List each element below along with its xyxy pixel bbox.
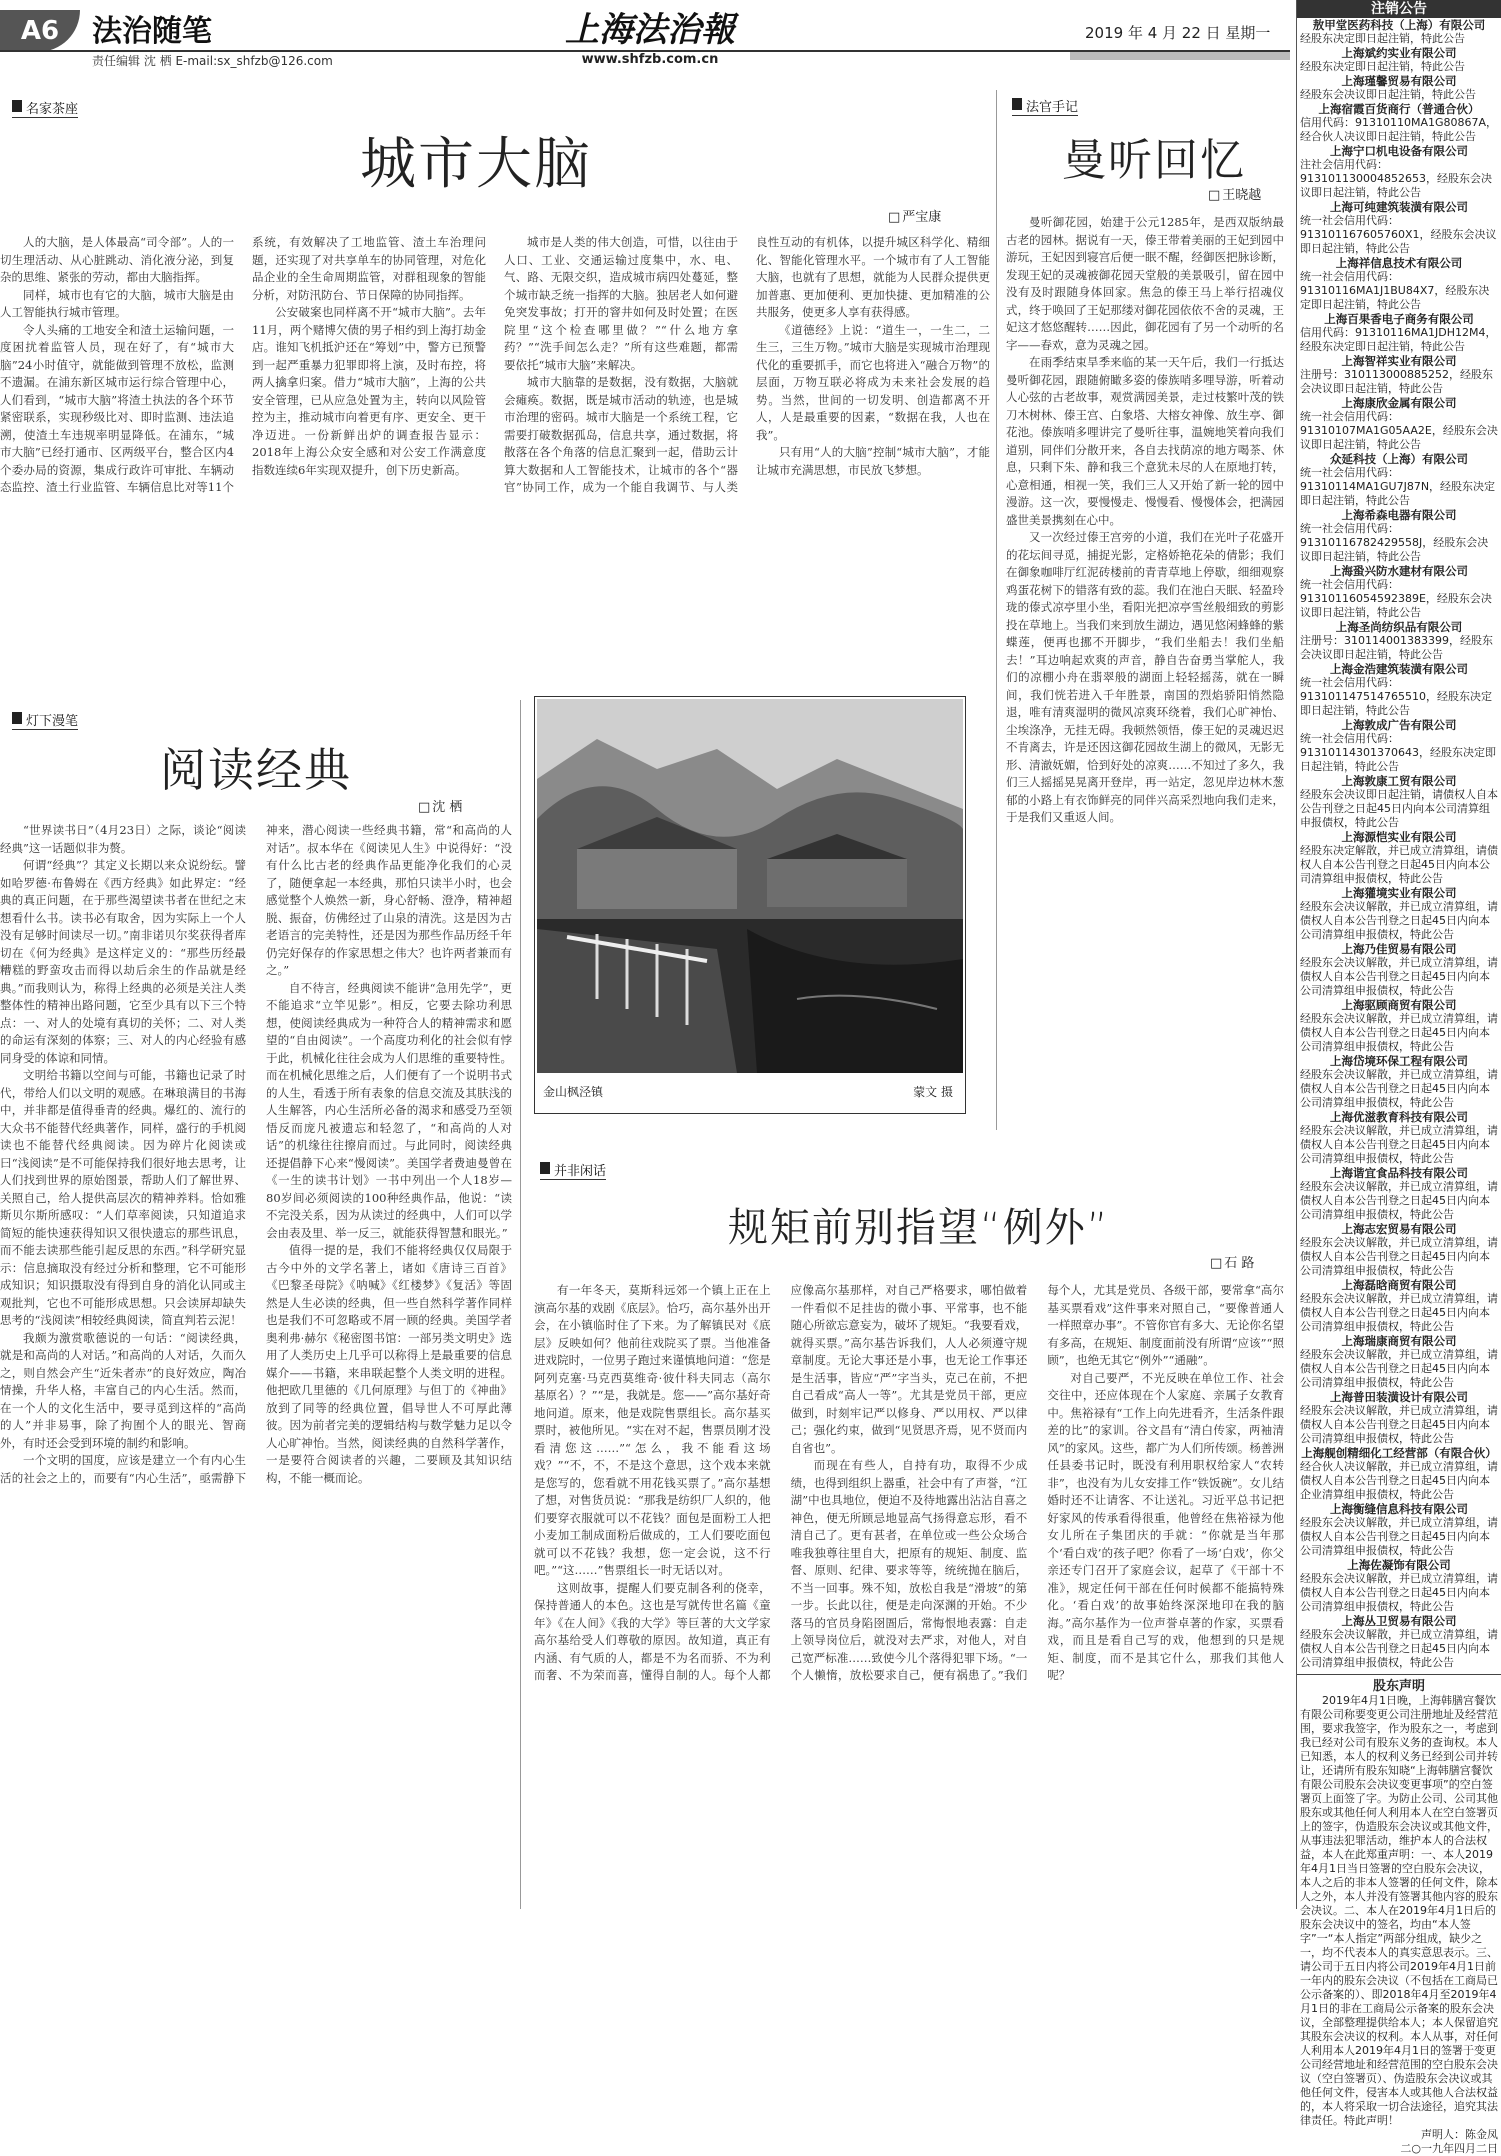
photo-frame [534, 696, 966, 1114]
notice-company: 上海乃佳贸易有限公司 [1341, 942, 1457, 956]
notice-company: 上海敦成广告有限公司 [1341, 718, 1457, 732]
article-title-reading-classics: 阅读经典 [160, 743, 352, 797]
notice-item [1297, 1614, 1501, 1670]
notice-text: 信用代码：91310110MA1G80867A，经合伙人决议即日起注销，特此公告 [1300, 116, 1498, 143]
paragraph: 有一年冬天，莫斯科远郊一个镇上正在上演高尔基的戏剧《底层》。恰巧，高尔基外出开会，在小镇临时住了下来。为了解镇民对《底层》反映如何？他前往戏院买了票。当他准备进戏院时，一位男子跑过来谨慎地问道：“您是阿列克塞·马克西莫维奇·彼什科夫同志（高尔基原名）？”“是，我就是。您——”高尔基好奇地问道。原来，他是戏院售票组长。高尔基买票时，被他所见。“实在对不起，售票员刚才没看清您这……”“怎么，我不能看这场戏？”“不，不，不是这个意思，这个戏本来就是您写的，您看就不用花钱买票了。”高尔基想了想，对售货员说：“那我是纺织厂人织的，他们要穿衣服就可以不花钱？面包是面粉工人把小麦加工制成面粉后做成的，工人们要吃面包就可以不花钱？我想，您一定会说，这不行吧。”“这……”售票组长一时无话以对。 [534, 1283, 771, 1577]
notice-company: 上海金浩建筑装潢有限公司 [1330, 662, 1468, 676]
header-rule [0, 50, 1290, 52]
notice-item [1297, 830, 1501, 886]
notice-item [1297, 508, 1501, 564]
paragraph: 公安破案也同样离不开“城市大脑”。去年11月，两个赌博欠债的男子相约到上海打劫金店。谁知飞机抵沪还在“筹划”中，警方已预警到一起严重暴力犯罪即将上演，及时布控，将两人擒拿归案。借力“城市大脑”，上海的公共安全管理，已从应急处置为主，转向以风险管控为主，推动城市向着更有序、更安全、更干净迈进。一份新鲜出炉的调查报告显示：2018年上海公众安全感和对公安工作满意度指数连续6年实现双提升，创下历史新高。 [252, 305, 486, 477]
page-number-badge: A6 [0, 10, 80, 52]
notice-company: 敖甲堂医药科技（上海）有限公司 [1312, 18, 1486, 32]
notice-text: 注册号：310113000885252，经股东会决议即日起注销，特此公告 [1300, 368, 1493, 395]
article-title-city-brain: 城市大脑 [360, 132, 592, 197]
column-tag-dengxia: 灯下漫笔 [12, 710, 78, 730]
notice-company: 上海智祥实业有限公司 [1341, 354, 1457, 368]
article-author: □ 王晓越 [1208, 184, 1261, 203]
notice-text: 统一社会信用代码：91310116054592389E，经股东会决议即日起注销，特此公告 [1300, 578, 1492, 619]
notice-text: 信用代码：91310116MA1JDH12M4，经股东决定即日起注销，特此公告 [1300, 326, 1497, 353]
photo-caption: 金山枫泾镇 [543, 1085, 604, 1099]
notice-text: 经股东会决议解散，并已成立清算组，请债权人自本公告刊登之日起45日内向本公司清算组申报债权，特此公告 [1300, 900, 1498, 941]
notice-item [1297, 1222, 1501, 1278]
notice-item [1297, 74, 1501, 102]
notice-company: 上海圣尚纺织品有限公司 [1335, 620, 1463, 634]
paragraph: 这则故事，提醒人们要克制各利的侥幸，保持普通人的本色。这也是写就传世名篇《童年》《在人间》《我的大学》等巨著的大文学家高尔基给受人们尊敬的原因。故知道，真正有内涵、有气质的人，都是不为名而骄、不为利而奢、不为荣而喜，懂得自制的人。每个人都应像高尔基那样，对自己严格要求，哪怕做着一件看似不足挂齿的微小事、平常事，也不能随心所欲忘意妄为，破坏了规矩。“我要看戏，就得买票。”高尔基告诉我们，人人必须遵守规章制度。无论大事还是小事，也无论工作事还是生活事，皆应“严”字当头，克己在前，不把自己看成“高人一等”。尤其是党员干部，更应做到，时刻牢记严以修身、严以用权、严以律己；强化约束，做到“见贤思齐焉，见不贤而内自省也”。 [534, 1283, 1028, 1682]
notice-item [1297, 886, 1501, 942]
notice-text: 统一社会信用代码：913101147514765510，经股东决定即日起注销，特此公告 [1300, 676, 1492, 717]
paragraph: 城市大脑靠的是数据，没有数据，大脑就会瘫痪。数据，既是城市活动的轨迹，也是城市治理的密码。城市大脑是一个系统工程，它需要打破数据孤岛，信息共享，通过数据，将散落在各个角落的信息汇聚到一起，借助云计算大数据和人工智能技术，让城市的各个“器官”协同工作，成为一个能自我调节、与人类良性互动的有机体，以提升城区科学化、精细化、智能化管理水平。一个城市有了人工智能大脑，也就有了思想，就能为人民群众提供更加普惠、更加便利、更加快捷、更加精准的公共服务，使更多人享有获得感。 [504, 235, 990, 494]
shareholder-statement-title: 股东声明 [1297, 1674, 1501, 1694]
notice-item [1297, 1110, 1501, 1166]
notice-item [1297, 662, 1501, 718]
notice-item [1297, 1166, 1501, 1222]
notices-list [1297, 18, 1501, 1670]
paragraph: 而现在有些人，自持有功，取得不少成绩，也得到组织上器重，社会中有了声誉，“江湖”中也具地位，便迫不及待地露出沾沾自喜之神色，便无所顾忌地显高气扬得意忘形，看不清自己了。更有甚者，在单位或一些公众场合唯我独尊往里自大，把原有的规矩、制度、监督、原则、纪律、要求等等，统统抛在脑后，不当一回事。殊不知，放松自我是“滑坡”的第一步。长此以往，便是走向深渊的开始。不少落马的官员身陷囹圄后，常悔恨地表露：自走上领导岗位后，就没对去严求，对他人，对自己宽严标准……致使今儿个落得犯罪下场。“一个人懒惰，放松要求自己，便有祸患了。”我们每个人，尤其是党员、各级干部，要常拿“高尔基买票看戏”这件事来对照自己，“要像普通人一样照章办事”。不管你官有多大、无论你名望有多高，在规矩、制度面前没有所谓“应该”“照顾”，也绝无其它“例外”“通融”。 [790, 1283, 1284, 1682]
notice-company: 上海源恺实业有限公司 [1341, 830, 1457, 844]
notice-text: 经股东会决议解散，并已成立清算组，请债权人自本公告刊登之日起45日内向本公司清算组申报债权，特此公告 [1300, 1124, 1498, 1165]
notice-company: 上海磊晗商贸有限公司 [1341, 1278, 1457, 1292]
notice-item [1297, 564, 1501, 620]
notice-company: 上海佐凝饰有限公司 [1347, 1558, 1451, 1572]
paragraph: 自不待言，经典阅读不能讲“急用先学”，更不能追求“立竿见影”。相反，它要去除功利思想，使阅读经典成为一种符合人的精神需求和愿望的“自由阅读”。一个高度功利化的社会似有悖于此，机械化往往会成为人们思维的重要特性。而在机械化思维之后，人们便有了一个说明书式的人生，看透于所有表象的信息交流及其肤浅的人生解答，内心生活所必备的渴求和感受乃至领悟反而庞凡被遗忘和轻忽了，“和高尚的人对话”的机缘往往擦肩而过。与此同时，阅读经典还提倡静下心来“慢阅读”。美国学者费迪曼曾在《一生的读书计划》一书中列出一个人18岁—80岁间必须阅读的100种经典作品，他说：“读不完没关系，因为从读过的经典中，人们可以学会由表及里、举一反三，就能获得智慧和眼光。” [266, 980, 512, 1240]
notice-text: 经股东会决议解散，并已成立清算组，请债权人自本公告刊登之日起45日内向本公司清算组申报债权，特此公告 [1300, 1068, 1498, 1109]
paragraph: 文明给书籍以空间与可能，书籍也记录了时代，带给人们以文明的观感。在琳琅满目的书海中，并非都是值得垂青的经典。爆红的、流行的大众书不能替代经典著作，同样，盛行的手机阅读也不能替代经典阅读。因为碎片化阅读或曰“浅阅读”是不可能保持我们很好地去思考，让人们找到世界的原始图景，帮助人们了解世界、关照自己，给人提供高层次的精神养料。恰如雅斯贝尔斯所感叹：“人们草率阅读，只知道追求简短的能快速获得知识又很快遗忘的那些讯息，而不能去读那些能引起反思的东西。”科学研究显示：信息摘取没有经过分析和整理，它不可能形成知识；知识摄取没有得到自身的消化认同或主观批判，它也不可能形成思想。只会读屏却缺失思考的“浅阅读”相较经典阅读，简直判若云泥！ [0, 1068, 246, 1327]
notice-company: 上海丛卫贸易有限公司 [1341, 1614, 1457, 1628]
notice-text: 注社会信用代码：913101130004852653，经股东会决议即日起注销，特此公告 [1300, 158, 1492, 199]
paragraph: 何谓“经典”？其定义长期以来众说纷纭。譬如哈罗德·布鲁姆在《西方经典》如此界定：“经典的真正问题，在于那些渴望读书者在世纪之末想看什么书。读书必有取舍，因为实际上一个人没有足够时间读尽一切。”南非诺贝尔奖获得者库切在《何为经典》是这样定义的：“那些历经最糟糕的野蛮攻击而得以劫后余生的作品就是经典。”而我则认为，称得上经典的必须是关注人类整体性的精神出路问题，它至少具有以下三个特点：一、对人的处境有真切的关怀；二、对人类的命运有深刻的体察；三、对人的内心经验有感同身受的体谅和同情。 [0, 858, 246, 1065]
notice-text: 经股东决定即日起注销，特此公告 [1300, 60, 1465, 73]
photo-fengjing-town [537, 699, 963, 1073]
paragraph: 对自己要严，不光反映在单位工作、社会交往中，还应体现在个人家庭、亲属子女教育中。焦裕禄有“工作上向先进看齐，生活条件跟差的比”的家训。谷文昌有“清白传家，两袖清风”的家风。这些，都广为人们所传颂。杨善洲任县委书记时，既没有利用职权给家人“农转非”，也没有为儿女安排工作“铁饭碗”。女儿结婚时还不让请客、不让送礼。习近平总书记把好家风的传承看得很重，他曾经在焦裕禄为他女儿所在子集团庆的手就：“你就是当年那个‘看白戏’的孩子吧？你看了一场‘白戏’，你父亲还专门召开了家庭会议，起草了《干部十不准》，规定任何干部在任何时候都不能搞特殊化。‘看白戏’的故事始终深深地印在我的脑海。”高尔基作为一位声誉卓著的作家，买票看戏，而且是看自己写的戏，他想到的只是规矩、制度，而不是其它什么，那我们其他人呢？ [1047, 1370, 1284, 1682]
notice-text: 统一社会信用代码：91310116MA1J1BU84X7，经股东决定即日起注销，特此公告 [1300, 270, 1490, 311]
article-author: □ 沈 栖 [418, 796, 462, 815]
notice-company: 上海瑞康商贸有限公司 [1341, 1334, 1457, 1348]
notice-company: 上海希森电器有限公司 [1341, 508, 1457, 522]
notice-company: 上海衡缝信息科技有限公司 [1330, 1502, 1468, 1516]
notice-item [1297, 942, 1501, 998]
notice-text: 经股东会决议解散，并已成立清算组，请债权人自本公告刊登之日起45日内向本公司清算组申报债权，特此公告 [1300, 1012, 1498, 1053]
paragraph: 人的大脑，是人体最高“司令部”。人的一切生理活动、从心脏跳动、消化液分泌，到复杂的思维、紧张的劳动，都由大脑指挥。 [0, 235, 234, 284]
column-tag-faguan: 法官手记 [1012, 96, 1078, 116]
notice-company: 上海百果香电子商务有限公司 [1324, 312, 1474, 326]
paragraph: 同样，城市也有它的大脑，城市大脑是由人工智能执行城市管理。 [0, 287, 234, 319]
notice-company: 上海岱境环保工程有限公司 [1330, 1054, 1468, 1068]
legal-notices-column [1296, 0, 1501, 2155]
notice-company: 上海志宏贸易有限公司 [1341, 1222, 1457, 1236]
photo-credit: 蒙文 摄 [913, 1085, 953, 1099]
notice-item [1297, 1446, 1501, 1502]
notice-company: 众延科技（上海）有限公司 [1330, 452, 1468, 466]
article-body-city-brain [0, 234, 990, 692]
notice-item [1297, 102, 1501, 144]
notice-company: 上海普田装潢设计有限公司 [1330, 1390, 1468, 1404]
notice-text: 统一社会信用代码：91310114MA1GU7J87N，经股东决定即日起注销，特此公告 [1300, 466, 1496, 507]
paragraph: 一个文明的国度，应该是建立一个有内心生活的社会之上的，而要有“内心生活”，亟需静下神来，潜心阅读一些经典书籍，常“和高尚的人对话”。叔本华在《阅读见人生》中说得好：“没有什么比古老的经典作品更能净化我们的心灵了，随便拿起一本经典，那怕只读半小时，也会感觉整个人焕然一新，身心舒畅、澄净，精神超脱、振奋，仿佛经过了山泉的清洗。这是因为古老语言的完美特性，还是因为那些作品历经千年仍完好保存的作家思想之伟大？也许两者兼而有之。” [0, 823, 512, 1485]
notice-item [1297, 200, 1501, 256]
article-author: □ 严宝康 [888, 206, 941, 225]
notice-text: 统一社会信用代码：913101167605760X1，经股东会决议即日起注销，特此公告 [1300, 214, 1497, 255]
notice-item [1297, 620, 1501, 662]
column-divider [520, 700, 521, 1909]
article-body-manting [1006, 214, 1284, 1116]
notice-text: 统一社会信用代码：91310107MA1G05AA2E，经股东会决议即日起注销，特此公告 [1300, 410, 1498, 451]
notice-company: 上海优滋教育科技有限公司 [1330, 1110, 1468, 1124]
notice-item [1297, 1054, 1501, 1110]
notice-item [1297, 718, 1501, 774]
notice-text: 经股东会决议解散，并已成立清算组，请债权人自本公告刊登之日起45日内向本公司清算组申报债权，特此公告 [1300, 1292, 1498, 1333]
paragraph: 城市是人类的伟大创造，可惜，以往由于人口、工业、交通运输过度集中，水、电、气、路、无限交织，造成城市病四处蔓延，整个城市缺乏统一指挥的大脑。独居老人如何避免突发事故；打开的窨井如何及时处置；在医院里“这个检查哪里做？”“什么地方拿药？”“洗手间怎么走？”所有这些难题，都需要依托“城市大脑”来解决。 [504, 235, 738, 372]
notice-item [1297, 312, 1501, 354]
notice-text: 注册号：310114001383399，经股东会决议即日起注销，特此公告 [1300, 634, 1493, 661]
paragraph: 曼听御花园，始建于公元1285年，是西双版纳最古老的园林。据说有一天，傣王带着美丽的王妃到园中游玩，王妃因到寝宫后便一眠不醒，经御医把脉诊断，发现王妃的灵魂被御花园天堂般的美景吸引，留在园中没有及时跟随身体回家。焦急的傣王马上举行招魂仪式，终于唤回了王妃那缕对御花园依依不舍的灵魂，王妃这才悠悠醒转……因此，御花园有了另一个动听的名字——春欢，意为灵魂之园。 [1006, 215, 1284, 352]
notice-text: 经股东会决议解散，并已成立清算组，请债权人自本公告刊登之日起45日内向本公司清算组申报债权，特此公告 [1300, 1348, 1498, 1389]
notice-company: 上海驱顾商贸有限公司 [1341, 998, 1457, 1012]
notice-company: 上海斌约实业有限公司 [1341, 46, 1457, 60]
notice-text: 经股东决定即日起注销，特此公告 [1300, 32, 1465, 45]
site-url: www.shfzb.com.cn [581, 52, 719, 67]
article-author: □ 石 路 [1210, 1252, 1254, 1271]
notice-text: 经股东会决议解散，并已成立清算组，请债权人自本公告刊登之日起45日内向本公司清算组申报债权，特此公告 [1300, 1516, 1498, 1557]
notices-header: 注销公告 [1297, 0, 1501, 18]
notice-company: 上海宁口机电设备有限公司 [1330, 144, 1468, 158]
newspaper-masthead: 上海法治報 [565, 10, 735, 50]
notice-item [1297, 256, 1501, 312]
notice-item [1297, 1558, 1501, 1614]
notice-company: 上海祥信息技术有限公司 [1335, 256, 1463, 270]
paragraph: 《道德经》上说：“道生一，一生二，二生三，三生万物。”城市大脑是实现城市治理现代化的重要抓手，而它也将进入“融合万物”的层面，万物互联必将成为未来社会发展的趋势。当然，世间的一切发明、创造都离不开人，人是最重要的因素，“数据在我，人也在我”。 [756, 322, 990, 442]
paragraph: 值得一提的是，我们不能将经典仅仅局限于古今中外的文学名著上，诸如《唐诗三百首》《巴黎圣母院》《呐喊》《红楼梦》《复活》等固然是人生必读的经典，但一些自然科学著作同样也是我们不可忽略或不屑一顾的经典。美国学者奥利弗·赫尔《秘密图书馆：一部另类文明史》选用了人类历史上几乎可以称得上是最重要的信息媒介——书籍，来串联起整个人类文明的进程。他把欧几里德的《几何原理》与但丁的《神曲》放到了同等的经典位置，倡导世人不可厚此薄彼。因为前者完美的逻辑结构与数学魅力足以令人心旷神怡。当然，阅读经典的自然科学著作，一是要符合阅读者的兴趣，二要顾及其知识结构，不能一概而论。 [266, 1243, 512, 1485]
notice-item [1297, 1278, 1501, 1334]
notice-item [1297, 354, 1501, 396]
notice-text: 经股东会决议解散，并已成立清算组，请债权人自本公告刊登之日起45日内向本公司清算组申报债权，特此公告 [1300, 1236, 1498, 1277]
column-tag-bingfei: 并非闲话 [540, 1160, 606, 1180]
notice-text: 经股东会决议解散，并已成立清算组，请债权人自本公告刊登之日起45日内向本公司清算组申报债权，特此公告 [1300, 1404, 1498, 1445]
notice-text: 统一社会信用代码：91310114301370643，经股东决定即日起注销，特此公告 [1300, 732, 1496, 773]
editor-line: 责任编辑 沈 栖 E-mail:sx_shfzb@126.com [92, 54, 333, 68]
section-title: 法治随笔 [92, 14, 212, 49]
notice-company: 上海蛩兴防水建材有限公司 [1330, 564, 1468, 578]
notice-company: 上海舰创精细化工经营部（有限合伙） [1301, 1446, 1497, 1460]
notice-company: 上海宿霞百货商行（普通合伙） [1318, 102, 1480, 116]
notice-company: 上海瑾馨贸易有限公司 [1341, 74, 1457, 88]
statement-signer: 声明人：陈金凤 [1421, 2128, 1498, 2141]
notice-item [1297, 396, 1501, 452]
notice-item [1297, 144, 1501, 200]
notice-item [1297, 46, 1501, 74]
notice-item [1297, 1502, 1501, 1558]
notice-item [1297, 1334, 1501, 1390]
notice-item [1297, 774, 1501, 830]
shareholder-statement-body: 2019年4月1日晚，上海韩膳宫餐饮有限公司称要变更公司注册地址及经营范围，要求我签字，作为股东之一，考虑到我已经对公司有股东义务的查询权。本人已知悉，本人的权利义务已经到公司并转让，还请所有股东知晓“上海韩膳宫餐饮有限公司股东会决议变更事项”的空白签署页上面签了字。为防止公司、公司其他股东或其他任何人利用本人在空白签署页上的签字，伪造股东会决议或其他文件，从事违法犯罪活动，维护本人的合法权益，本人在此郑重声明：一、本人2019年4月1日当日签署的空白股东会决议，本人之后的非本人签署的任何文件，除本人之外，本人并没有签署其他内容的股东会决议。二、本人在2019年4月1日后的股东会决议中的签名，均由“本人签字”一“本人指定”两部分组成，缺少之一，均不代表本人的真实意思表示。三、请公司于五日内将公司2019年4月1日前一年内的股东会决议（不包括在工商局已公示备案的）、即2018年4月至2019年4月1日的非在工商局公示备案的股东会决议，全部整理提供给本人；本人保留追究其股东会决议的权利。本人从事，对任何人利用本人2019年4月1日的签署于变更公司经营地址和经营范围的空白股东会决议（空白签署页）、伪造股东会决议或其他任何文件，侵害本人或其他人合法权益的，本人将采取一切合法途径，追究其法律责任。特此声明！ [1300, 1694, 1498, 2127]
article-title-manting: 曼听回忆 [1062, 135, 1246, 186]
paragraph: 只有用“人的大脑”控制“城市大脑”，才能让城市充满思想，市民放飞梦想。 [756, 445, 990, 477]
article-title-rules-no-exception: 规矩前别指望“例外” [728, 1205, 1110, 1251]
notice-company: 上海可纯建筑装潢有限公司 [1330, 200, 1468, 214]
paragraph: “世界读书日”（4月23日）之际，谈论“阅读经典”这一话题似非为赘。 [0, 823, 246, 855]
article-body-reading-classics [0, 822, 512, 1906]
notice-text: 统一社会信用代码：91310116782429558J，经股东会决议即日起注销，特此公告 [1300, 522, 1489, 563]
paragraph: 令人头痛的工地安全和渣土运输问题，一度困扰着监管人员，现在好了，有“城市大脑”24小时值守，就能做到管理不放松，监测不遗漏。在浦东新区城市运行综合管理中心，人们看到，“城市大脑”将渣土执法的各个环节紧密联系，实现秒级比对、即时监测、违法追溯，使渣土车违规率明显降低。在浦东，“城市大脑”已经打通市、区两级平台，整合区内4个委办局的资源，集成行政许可审批、车辆动态监控、渣土行业监管、车辆信息比对等11个系统，有效解决了工地监管、渣土车治理问题，还实现了对共享单车的协同管理，对危化品企业的全生命周期监管，对群租现象的智能分析，对防汛防台、节日保障的协同指挥。 [0, 235, 486, 494]
notice-company: 上海獾境实业有限公司 [1341, 886, 1457, 900]
notice-text: 经股东会决议即日起注销，请债权人自本公告刊登之日起45日内向本公司清算组申报债权，特此公告 [1300, 788, 1498, 829]
notice-company: 上海敦康工贸有限公司 [1341, 774, 1457, 788]
column-tag-mingjia: 名家茶座 [12, 98, 78, 118]
notice-item [1297, 18, 1501, 46]
notice-text: 经股东会决议解散，并已成立清算组，请债权人自本公告刊登之日起45日内向本公司清算组申报债权，特此公告 [1300, 1180, 1498, 1221]
photo-illustration [537, 699, 963, 1073]
notice-item [1297, 1390, 1501, 1446]
notice-text: 经股东会决议解散，并已成立清算组，请债权人自本公告刊登之日起45日内向本公司清算组申报债权，特此公告 [1300, 1628, 1498, 1669]
notice-text: 经股东决定解散，并已成立清算组，请债权人自本公告刊登之日起45日内向本公司清算组申报债权，特此公告 [1300, 844, 1498, 885]
column-divider [996, 90, 997, 1130]
notice-company: 上海康欣金属有限公司 [1341, 396, 1457, 410]
notice-text: 经股东会决议解散，并已成立清算组，请债权人自本公告刊登之日起45日内向本公司清算组申报债权，特此公告 [1300, 1572, 1498, 1613]
statement-date: 二○一九年四月二日 [1400, 2142, 1498, 2155]
notice-item [1297, 452, 1501, 508]
notice-text: 经股东会决议解散，并已成立清算组，请债权人自本公告刊登之日起45日内向本公司清算组申报债权，特此公告 [1300, 956, 1498, 997]
notice-text: 经股东会决议即日起注销，特此公告 [1300, 88, 1476, 101]
notice-item [1297, 998, 1501, 1054]
paragraph: 在雨季结束旱季来临的某一天午后，我们一行抵达曼听御花园，跟随俯瞰多姿的傣族哨多哩导游，听着动人心弦的古老故事，观赏满园美景，走过枝繁叶茂的铁刀木树林、傣王宫、白象塔、大榕女神像、放生亭、御花池。傣族哨多哩讲完了曼听往事，温婉地笑着向我们道别，同伴们分散开来，各自去找荫凉的地方喝茶、休息，只剩下朱、静和我三个意犹未尽的人在原地打转，心意相通，相视一笑，我们三人又开始了新一轮的园中漫游。这一次，要慢慢走、慢慢看、慢慢体会，把满园盛世美景携刻在心中。 [1006, 355, 1284, 527]
article-body-rules [534, 1282, 1284, 1904]
issue-date: 2019 年 4 月 22 日 星期一 [1085, 24, 1271, 42]
paragraph: 我颇为激赏歌德说的一句话：“阅读经典，就是和高尚的人对话。”和高尚的人对话，久而久之，则自然会产生“近朱者赤”的良好效应，陶冶情操，升华人格，丰富自己的内心生活。然而，在一个人的文化生活中，要寻觅到这样的“高尚的人”并非易事，除了拘囿个人的眼光、智商外，有时还会受到环境的制约和影响。 [0, 1330, 246, 1450]
notice-text: 经合伙人决议解散，并已成立清算组，请债权人自本公告刊登之日起45日内向本企业清算组申报债权，特此公告 [1300, 1460, 1498, 1501]
notice-company: 上海谐宜食品科技有限公司 [1330, 1166, 1468, 1180]
paragraph: 又一次经过傣王宫旁的小道，我们在光叶子花盛开的花坛间寻觅，捕捉光影，定格娇艳花朵的倩影；我们在御象咖啡厅红泥砖楼前的青青草地上停歇，细细观察鸡蛋花树下的错落有致的蕊。我们在池白天眠、轻盈玲珑的傣式凉亭里小坐，看阳光把凉亭雪丝般细致的剪影投在草地上。当我们来到放生湖边，遇见悠闲蜂蜂的紫蝶莲，便再也挪不开脚步，“我们坐船去！我们坐船去！”耳边响起欢爽的声音，静自告奋勇当掌舵人，我们的凉棚小舟在翡翠般的湖面上轻轻摇荡，就在一瞬间，我们恍若进入千年胜景，南国的烈焰骄阳悄然隐退，唯有清爽湿明的微风凉爽环绕着，我们心旷神怡、尘埃涤净，无挂无碍。我顿然领悟，傣王妃的灵魂迟迟不肯离去，许是还因这御花园故生湖上的微风，无影无形、清澈妩媚，恰到好处的凉爽……不知过了多久，我们三人摇摇晃晃离开登岸，再一站定，忽见岸边林木葱郁的小路上有衣饰鲜亮的同伴兴高采烈地向我们走来，于是我们又重返人间。 [1006, 530, 1284, 824]
